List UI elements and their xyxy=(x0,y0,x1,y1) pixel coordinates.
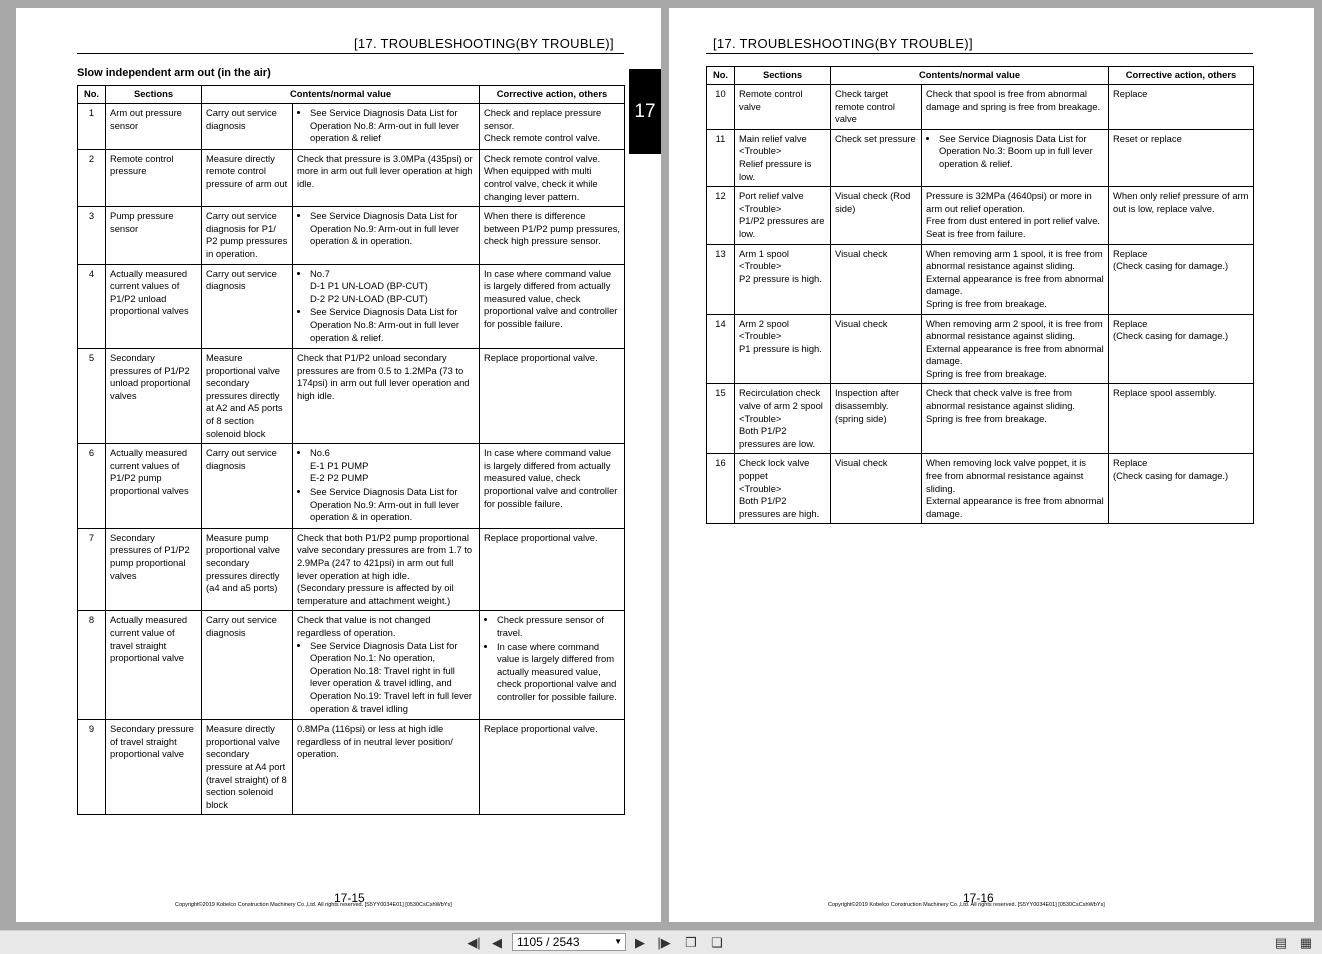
row-number: 16 xyxy=(707,454,735,524)
col-header-action: Corrective action, others xyxy=(480,86,625,104)
row-contents: Visual check (Rod side) xyxy=(831,187,922,244)
table-row xyxy=(78,611,625,720)
row-action: Replace proportional valve. xyxy=(480,720,625,815)
first-page-icon[interactable]: ◀​| xyxy=(467,935,481,950)
table-row xyxy=(78,720,625,815)
prev-page-icon[interactable]: ◀ xyxy=(492,935,502,950)
row-contents: Carry out service diagnosis xyxy=(202,264,293,349)
bullet-list xyxy=(297,210,475,248)
col-header-contents: Contents/normal value xyxy=(831,67,1109,85)
table-row xyxy=(78,149,625,206)
col-header-sections: Sections xyxy=(106,86,202,104)
row-normal-value: Check that spool is free from abnormal damage and spring is free from breakage. xyxy=(922,85,1109,130)
table-row xyxy=(707,454,1254,524)
row-action: Replace proportional valve. xyxy=(480,528,625,611)
bullet-list xyxy=(297,107,475,145)
row-section: Actually measured current values of P1/P2 unload proportional valves xyxy=(106,264,202,349)
row-number: 1 xyxy=(78,104,106,150)
bullet-item: • No.7 D-1 P1 UN-LOAD (BP-CUT) D-2 P2 UN-LOAD (BP-CUT) xyxy=(310,268,475,306)
header-rule xyxy=(77,53,624,54)
page-header: [17. TROUBLESHOOTING(BY TROUBLE)] xyxy=(713,36,973,51)
row-section: Check lock valve poppet <Trouble> Both P1/P2 pressures are high. xyxy=(735,454,831,524)
chapter-tab: 17 xyxy=(629,69,661,154)
row-number: 5 xyxy=(78,349,106,444)
header-rule xyxy=(706,53,1253,54)
row-section: Arm out pressure sensor xyxy=(106,104,202,150)
row-number: 11 xyxy=(707,129,735,186)
row-contents: Carry out service diagnosis xyxy=(202,104,293,150)
table-row xyxy=(78,528,625,611)
row-normal-value xyxy=(293,611,480,720)
row-contents: Measure directly proportional valve secondary pressure at A4 port (travel straight) of 8 section solenoid block xyxy=(202,720,293,815)
row-normal-value: When removing arm 2 spool, it is free from abnormal resistance against sliding. External appearance is free from abnormal damage. Spring is free from breakage. xyxy=(922,314,1109,384)
bullet-item: • See Service Diagnosis Data List for Operation No.9: Arm-out in full lever operation & in operation. xyxy=(310,210,475,248)
bullet-item: • See Service Diagnosis Data List for Operation No.1: No operation, Operation No.18: Travel right in full lever operation & travel idling, and Operation No.19: Travel left in full lever operation & travel idling xyxy=(310,640,475,716)
row-section: Remote control valve xyxy=(735,85,831,130)
bullet-item: • See Service Diagnosis Data List for Operation No.8: Arm-out in full lever operation & relief xyxy=(310,107,475,145)
col-header-action: Corrective action, others xyxy=(1109,67,1254,85)
row-section: Actually measured current values of P1/P2 pump proportional valves xyxy=(106,444,202,529)
row-normal-value xyxy=(293,207,480,264)
row-contents: Measure proportional valve secondary pressures directly at A2 and A5 ports of 8 section solenoid block xyxy=(202,349,293,444)
row-number: 10 xyxy=(707,85,735,130)
row-number: 8 xyxy=(78,611,106,720)
copyright-notice: Copyright©2019 Kobelco Construction Machinery Co.,Ltd. All rights reserved. [S5YY0034E01] [0530CsCshWbYs] xyxy=(175,902,452,908)
row-normal-value xyxy=(293,444,480,529)
bullet-item: • See Service Diagnosis Data List for Operation No.8: Arm-out in full lever operation & relief. xyxy=(310,306,475,344)
row-normal-value: Check that P1/P2 unload secondary pressures are from 0.5 to 1.2MPa (73 to 174psi) in arm out full lever operation and high idle. xyxy=(293,349,480,444)
normal-lead-text: Check that value is not changed regardless of operation. xyxy=(297,614,431,638)
row-contents: Check set pressure xyxy=(831,129,922,186)
row-section: Secondary pressures of P1/P2 unload proportional valves xyxy=(106,349,202,444)
row-section: Secondary pressure of travel straight proportional valve xyxy=(106,720,202,815)
page-number: 17-16 xyxy=(963,891,994,905)
page-indicator: 1105 / 2543 xyxy=(517,935,580,949)
bullet-list xyxy=(484,614,620,703)
row-section: Recirculation check valve of arm 2 spool <Trouble> Both P1/P2 pressures are low. xyxy=(735,384,831,454)
table-row xyxy=(78,207,625,264)
table-row xyxy=(78,349,625,444)
row-contents: Carry out service diagnosis xyxy=(202,611,293,720)
chevron-down-icon: ▼ xyxy=(614,937,622,946)
row-action: In case where command value is largely differed from actually measured value, check proportional valve and controller for possible failure. xyxy=(480,444,625,529)
row-action: Check and replace pressure sensor. Check remote control valve. xyxy=(480,104,625,150)
table-row xyxy=(78,444,625,529)
table-row xyxy=(78,104,625,150)
row-contents: Carry out service diagnosis xyxy=(202,444,293,529)
row-action: Replace proportional valve. xyxy=(480,349,625,444)
col-header-sections: Sections xyxy=(735,67,831,85)
last-page-icon[interactable]: |▶ xyxy=(657,935,671,950)
bullet-item: • See Service Diagnosis Data List for Operation No.3: Boom up in full lever operation & relief. xyxy=(939,133,1104,171)
row-number: 4 xyxy=(78,264,106,349)
row-contents: Visual check xyxy=(831,314,922,384)
row-section: Remote control pressure xyxy=(106,149,202,206)
row-normal-value xyxy=(922,129,1109,186)
bullet-list xyxy=(297,640,475,716)
row-contents: Check target remote control valve xyxy=(831,85,922,130)
bullet-list xyxy=(297,447,475,524)
row-contents: Visual check xyxy=(831,454,922,524)
row-number: 15 xyxy=(707,384,735,454)
row-section: Port relief valve <Trouble> P1/P2 pressures are low. xyxy=(735,187,831,244)
row-action: When only relief pressure of arm out is low, replace valve. xyxy=(1109,187,1254,244)
row-normal-value: Check that check valve is free from abnormal resistance against sliding. Spring is free from breakage. xyxy=(922,384,1109,454)
row-action: Check remote control valve. When equipped with multi control valve, check it while changing lever pattern. xyxy=(480,149,625,206)
row-normal-value: When removing lock valve poppet, it is free from abnormal resistance against sliding. External appearance is free from abnormal damage. xyxy=(922,454,1109,524)
troubleshooting-table-right xyxy=(706,66,1254,524)
bullet-item: • Check pressure sensor of travel. xyxy=(497,614,620,639)
row-normal-value xyxy=(293,104,480,150)
two-page-icon[interactable]: ▦ xyxy=(1299,935,1313,950)
row-section: Arm 2 spool <Trouble> P1 pressure is high. xyxy=(735,314,831,384)
row-number: 13 xyxy=(707,244,735,314)
row-contents: Visual check xyxy=(831,244,922,314)
copyright-notice: Copyright©2019 Kobelco Construction Machinery Co.,Ltd. All rights reserved. [S5YY0034E01] [0530CsCshWbYs] xyxy=(828,902,1105,908)
facing-view-icon[interactable]: ❏ xyxy=(711,935,723,950)
section-subtitle: Slow independent arm out (in the air) xyxy=(77,67,271,79)
table-row xyxy=(707,85,1254,130)
page-right xyxy=(669,8,1314,922)
page-number: 17-15 xyxy=(334,891,365,905)
bullet-item: • See Service Diagnosis Data List for Operation No.9: Arm-out in full lever operation & in operation. xyxy=(310,486,475,524)
row-contents: Inspection after disassembly. (spring side) xyxy=(831,384,922,454)
row-action: Replace (Check casing for damage.) xyxy=(1109,314,1254,384)
page-header: [17. TROUBLESHOOTING(BY TROUBLE)] xyxy=(354,36,614,51)
single-page-icon[interactable]: ▤ xyxy=(1274,935,1288,950)
row-section: Secondary pressures of P1/P2 pump proportional valves xyxy=(106,528,202,611)
bullet-list xyxy=(926,133,1104,171)
bullet-list xyxy=(297,268,475,345)
row-section: Main relief valve <Trouble> Relief pressure is low. xyxy=(735,129,831,186)
row-contents: Measure directly remote control pressure of arm out xyxy=(202,149,293,206)
col-header-contents: Contents/normal value xyxy=(202,86,480,104)
row-action: In case where command value is largely differed from actually measured value, check proportional valve and controller for possible failure. xyxy=(480,264,625,349)
row-section: Pump pressure sensor xyxy=(106,207,202,264)
page-left xyxy=(16,8,661,922)
row-action: Reset or replace xyxy=(1109,129,1254,186)
viewer-toolbar xyxy=(0,930,1322,954)
table-row xyxy=(707,129,1254,186)
col-header-no: No. xyxy=(707,67,735,85)
row-number: 7 xyxy=(78,528,106,611)
row-action: Replace (Check casing for damage.) xyxy=(1109,454,1254,524)
row-normal-value xyxy=(293,264,480,349)
row-number: 3 xyxy=(78,207,106,264)
row-action: When there is difference between P1/P2 pump pressures, check high pressure sensor. xyxy=(480,207,625,264)
row-normal-value: Check that pressure is 3.0MPa (435psi) or more in arm out full lever operation at high idle. xyxy=(293,149,480,206)
row-action xyxy=(480,611,625,720)
table-row xyxy=(78,264,625,349)
continuous-view-icon[interactable]: ❐ xyxy=(685,935,697,950)
troubleshooting-table-left xyxy=(77,85,625,815)
row-normal-value: Check that both P1/P2 pump proportional valve secondary pressures are from 1.7 to 2.9MPa (247 to 421psi) in arm out full lever operation at high idle. (Secondary pressure is affected by oil temperature and attachment weight.) xyxy=(293,528,480,611)
row-number: 9 xyxy=(78,720,106,815)
row-number: 2 xyxy=(78,149,106,206)
col-header-no: No. xyxy=(78,86,106,104)
row-number: 12 xyxy=(707,187,735,244)
row-section: Arm 1 spool <Trouble> P2 pressure is high. xyxy=(735,244,831,314)
row-contents: Measure pump proportional valve secondary pressures directly (a4 and a5 ports) xyxy=(202,528,293,611)
bullet-item: • No.6 E-1 P1 PUMP E-2 P2 PUMP xyxy=(310,447,475,485)
row-action: Replace xyxy=(1109,85,1254,130)
table-row xyxy=(707,187,1254,244)
row-action: Replace spool assembly. xyxy=(1109,384,1254,454)
bullet-item: • In case where command value is largely differed from actually measured value, check proportional valve and controller for possible failure. xyxy=(497,641,620,704)
row-normal-value: Pressure is 32MPa (4640psi) or more in arm out relief operation. Free from dust entered in port relief valve. Seat is free from failure. xyxy=(922,187,1109,244)
row-normal-value: When removing arm 1 spool, it is free from abnormal resistance against sliding. External appearance is free from abnormal damage. Spring is free from breakage. xyxy=(922,244,1109,314)
row-number: 14 xyxy=(707,314,735,384)
table-row xyxy=(707,314,1254,384)
page-number-select[interactable] xyxy=(512,933,626,951)
table-row xyxy=(707,384,1254,454)
row-section: Actually measured current value of travel straight proportional valve xyxy=(106,611,202,720)
row-number: 6 xyxy=(78,444,106,529)
table-row xyxy=(707,244,1254,314)
next-page-icon[interactable]: ▶ xyxy=(635,935,645,950)
row-contents: Carry out service diagnosis for P1/ P2 pump pressures in operation. xyxy=(202,207,293,264)
row-action: Replace (Check casing for damage.) xyxy=(1109,244,1254,314)
row-normal-value: 0.8MPa (116psi) or less at high idle regardless of in neutral lever position/ operation. xyxy=(293,720,480,815)
